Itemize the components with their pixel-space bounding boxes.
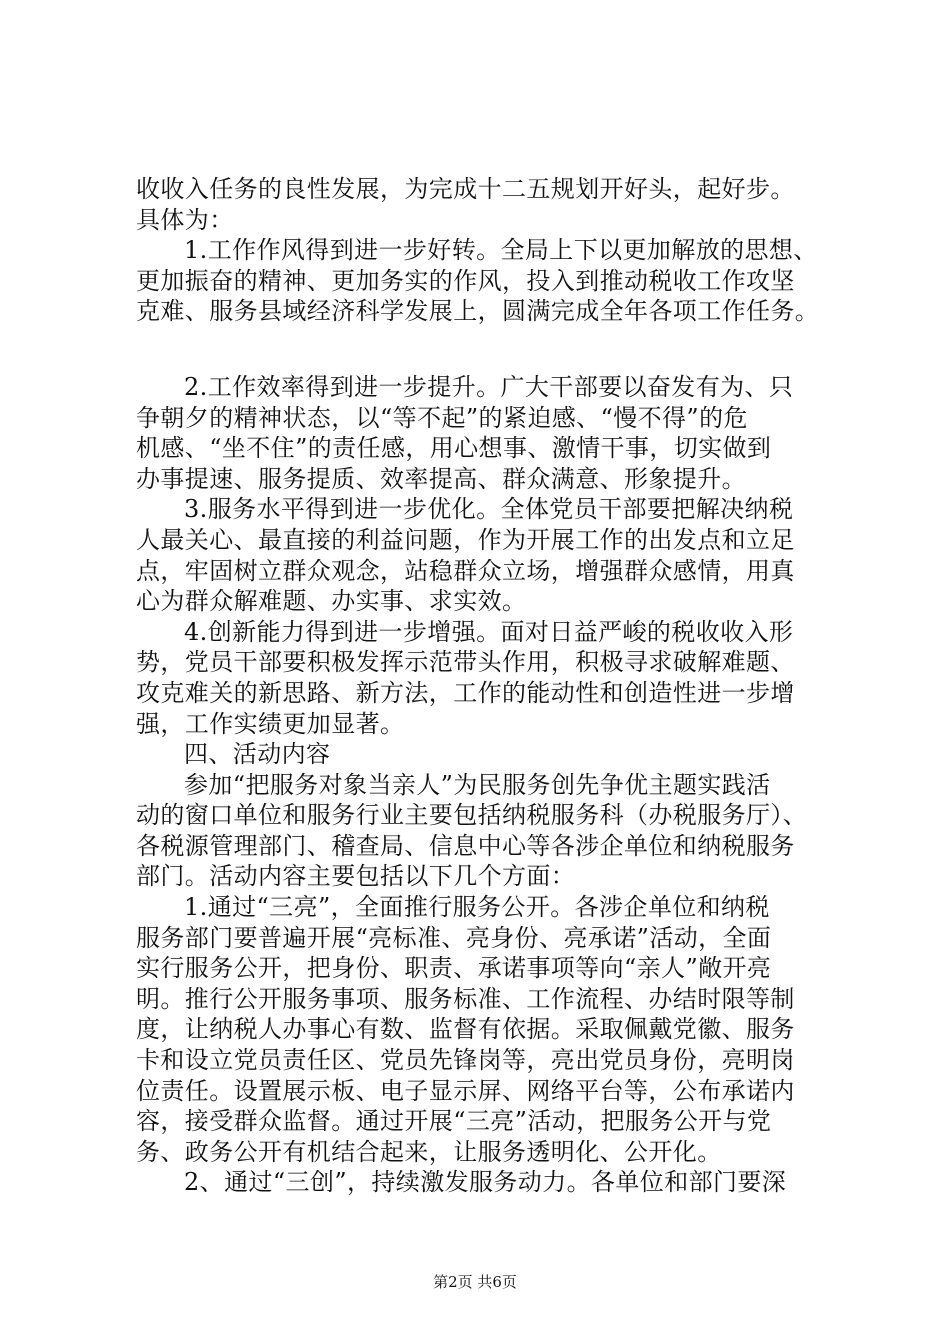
text-line: 强，工作实绩更加显著。: [136, 709, 405, 738]
paragraph-gap: [136, 327, 836, 372]
subitem-1-heading: 1.通过“三亮”，全面推行服务公开。各涉企单位和纳税: [184, 893, 770, 922]
text-line: 明。推行公开服务事项、服务标准、工作流程、办结时限等制: [136, 984, 795, 1013]
text-line: 人最关心、最直接的利益问题，作为开展工作的出发点和立足: [136, 525, 795, 554]
text-line: 心为群众解难题、办实事、求实效。: [136, 587, 527, 616]
text-line: 位责任。设置展示板、电子显示屏、网络平台等，公布承诺内: [136, 1076, 795, 1105]
text-line: 势，党员干部要积极发挥示范带头作用，积极寻求破解难题、: [136, 648, 795, 677]
text-line: 争朝夕的精神状态，以“等不起”的紧迫感、“慢不得”的危: [136, 403, 748, 432]
text-line: 更加振奋的精神、更加务实的作风，投入到推动税收工作攻坚: [136, 266, 795, 295]
text-line: 攻克难关的新思路、新方法，工作的能动性和创造性进一步增: [136, 678, 795, 707]
text-line: 卡和设立党员责任区、党员先锋岗等，亮出党员身份，亮明岗: [136, 1046, 795, 1075]
text-line: 点，牢固树立群众观念，站稳群众立场，增强群众感情，用真: [136, 556, 795, 585]
text-line: 度，让纳税人办事心有数、监督有依据。采取佩戴党徽、服务: [136, 1015, 795, 1044]
text-line: 克难、服务县域经济科学发展上，圆满完成全年各项工作任务。: [136, 297, 820, 326]
text-line: 机感、“坐不住”的责任感，用心想事、激情干事，切实做到: [136, 434, 772, 463]
text-line: 办事提速、服务提质、效率提高、群众满意、形象提升。: [136, 464, 746, 493]
text-line: 动的窗口单位和服务行业主要包括纳税服务科（办税服务厅）、: [136, 801, 808, 830]
subitem-2-heading: 2、通过“三创”，持续激发服务动力。各单位和部门要深: [184, 1168, 787, 1197]
text-line: 容，接受群众监督。通过开展“三亮”活动，把服务公开与党: [136, 1107, 772, 1136]
item-2-heading: 2.工作效率得到进一步提升。广大干部要以奋发有为、只: [184, 372, 794, 401]
text-line: 部门。活动内容主要包括以下几个方面：: [136, 862, 576, 891]
document-body: [136, 174, 836, 1198]
text-line: 收收入任务的良性发展，为完成十二五规划开好头，起好步。: [136, 175, 795, 203]
text-line: 务、政务公开有机结合起来，让服务透明化、公开化。: [136, 1137, 722, 1166]
text-line: 服务部门要普遍开展“亮标准、亮身份、亮承诺”活动，全面: [136, 923, 772, 952]
text-line: 参加“把服务对象当亲人”为民服务创先争优主题实践活: [184, 770, 771, 799]
text-line: 具体为：: [136, 205, 234, 234]
text-line: 各税源管理部门、稽查局、信息中心等各涉企单位和纳税服务: [136, 831, 795, 860]
text-line: 实行服务公开，把身份、职责、承诺事项等向“亲人”敞开亮: [136, 954, 772, 983]
item-4-heading: 4.创新能力得到进一步增强。面对日益严峻的税收收入形: [184, 617, 794, 646]
item-3-heading: 3.服务水平得到进一步优化。全体党员干部要把解决纳税: [184, 495, 794, 524]
page-footer: 第2页 共6页: [433, 1273, 517, 1291]
item-1-heading: 1.工作作风得到进一步好转。全局上下以更加解放的思想、: [184, 236, 818, 265]
section-heading: 四、活动内容: [184, 740, 331, 769]
